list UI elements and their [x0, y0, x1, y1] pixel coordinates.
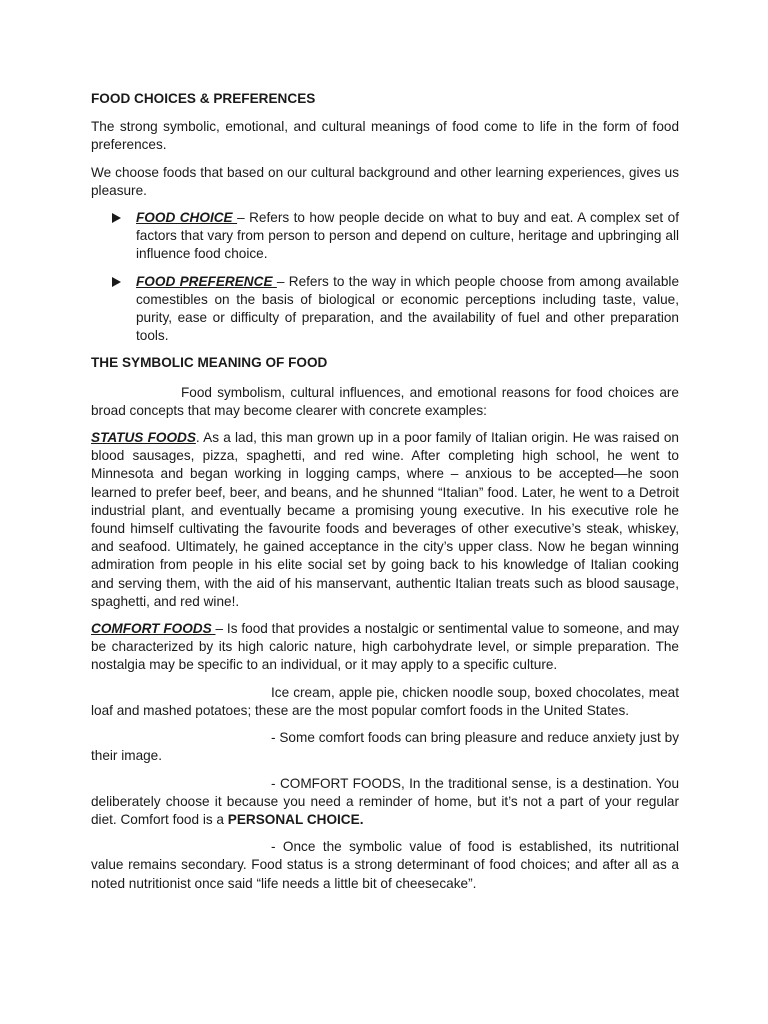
document-page: [91, 90, 679, 902]
definition-food-choice: – Refers to how people decide on what to buy and eat. A complex set of factors that vary from person to person and depend on culture, heritage and upbringing all influence food choice.: [136, 210, 679, 262]
comfort-paragraph-3-text: - COMFORT FOODS, In the traditional sense, is a destination. You deliberately choose it because you need a reminder of home, but it’s not a part of your regular diet. Comfort food is a: [91, 775, 679, 827]
definition-food-preference: – Refers to the way in which people choose from among available comestibles on the basis of biological or economic perceptions including taste, value, purity, ease or difficulty of preparation, and the availability of fuel and other preparation tools.: [136, 273, 679, 344]
page-title: FOOD CHOICES & PREFERENCES: [91, 91, 316, 106]
intro-paragraph-2: We choose foods that based on our cultural background and other learning experiences, gives us pleasure.: [91, 164, 679, 198]
section-heading: THE SYMBOLIC MEANING OF FOOD: [91, 355, 328, 371]
term-status-foods: STATUS FOODS: [91, 430, 196, 446]
term-comfort-foods: COMFORT FOODS: [91, 621, 216, 637]
list-item-food-choice: [91, 209, 679, 264]
status-foods-paragraph: [91, 429, 679, 611]
personal-choice-emphasis: PERSONAL CHOICE.: [227, 811, 364, 827]
term-food-preference: FOOD PREFERENCE: [136, 273, 277, 289]
symbolic-intro-text: Food symbolism, cultural influences, and emotional reasons for food choices are broad concepts that may become clearer with concrete examples:: [91, 384, 679, 418]
comfort-foods-text: – Is food that provides a nostalgic or sentimental value to someone, and may be characterized by its high caloric nature, high carbohydrate level, or simple preparation. The nostalgia may be specific to an individual, or it may apply to a specific culture.: [91, 621, 679, 673]
comfort-paragraph-1: [91, 684, 679, 720]
comfort-paragraph-2: [91, 729, 679, 765]
comfort-paragraph-4-text: - Once the symbolic value of food is established, its nutritional value remains secondary. Food status is a strong determinant of food choices; and after all as a noted nutritionist once said “life needs a little bit of cheesecake”.: [91, 839, 679, 891]
comfort-paragraph-2-text: - Some comfort foods can bring pleasure and reduce anxiety just by their image.: [91, 730, 679, 764]
definition-list: [91, 209, 679, 345]
comfort-paragraph-4: [91, 838, 679, 893]
status-foods-text: . As a lad, this man grown up in a poor family of Italian origin. He was raised on blood sausages, pizza, spaghetti, and red wine. After completing high school, he went to Minnesota and began working in logging camps, where – anxious to be accepted—he soon learned to prefer beef, beer, and beans, and he shunned “Italian” food. Later, he went to a Detroit industrial plant, and eventually became a promising young executive. In his executive role he found himself cultivating the favourite foods and beverages of other executive’s steak, whiskey, and seafood. Ultimately, he gained acceptance in the city’s upper class. Now he began winning admiration from people in his elite social set by going back to his knowledge of Italian cooking and serving them, with the aid of his manservant, authentic Italian treats such as blood sausage, spaghetti, and red wine!.: [91, 430, 679, 609]
list-item-food-preference: [91, 273, 679, 346]
triangle-bullet-icon: [112, 277, 121, 287]
comfort-paragraph-3: [91, 775, 679, 830]
comfort-foods-paragraph: [91, 620, 679, 675]
term-food-choice: FOOD CHOICE: [136, 210, 238, 226]
symbolic-intro-paragraph: [91, 384, 679, 420]
intro-paragraph-1: The strong symbolic, emotional, and cultural meanings of food come to life in the form of food preferences.: [91, 119, 679, 153]
triangle-bullet-icon: [112, 213, 121, 223]
comfort-paragraph-1-text: Ice cream, apple pie, chicken noodle soup, boxed chocolates, meat loaf and mashed potatoes; these are the most popular comfort foods in the United States.: [91, 684, 679, 718]
